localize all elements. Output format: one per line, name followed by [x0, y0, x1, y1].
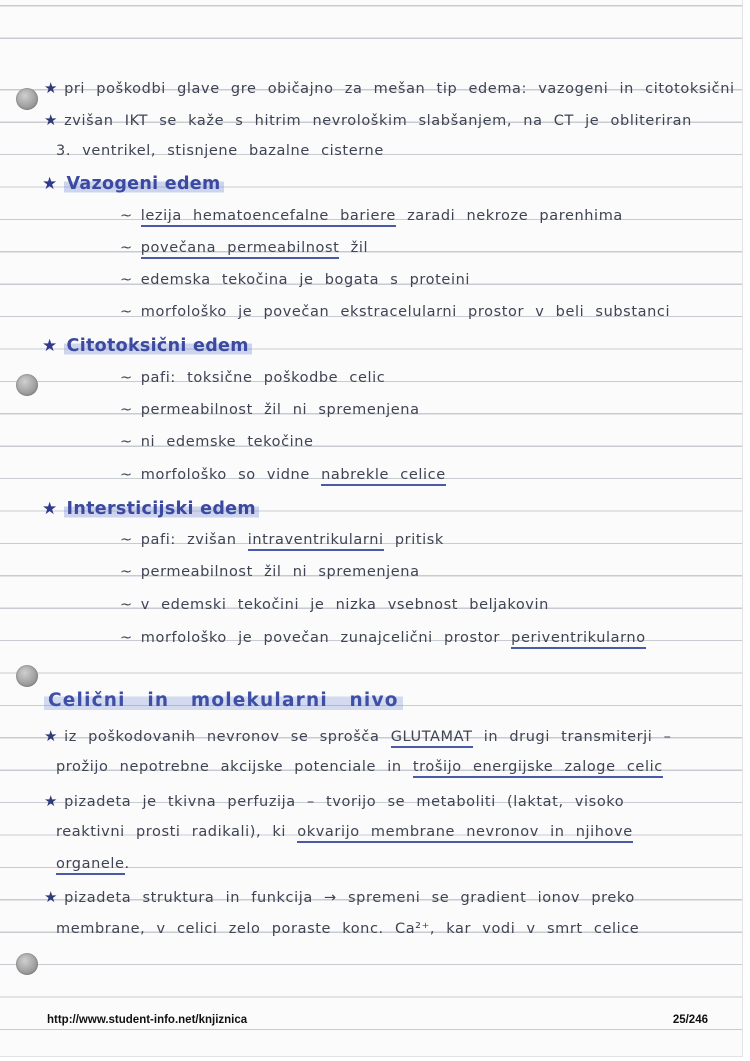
- section-title: Vazogeni edem: [64, 174, 224, 194]
- section-title: Citotoksični edem: [64, 336, 252, 356]
- tilde-bullet-icon: ~: [120, 304, 133, 320]
- binder-hole: [16, 953, 38, 975]
- tilde-bullet-icon: ~: [120, 564, 133, 580]
- note-line: [44, 888, 635, 906]
- star-bullet-icon: ★: [44, 79, 59, 97]
- section-heading: [42, 336, 252, 356]
- star-bullet-icon: ★: [44, 111, 59, 129]
- note-line: [120, 564, 420, 580]
- tilde-bullet-icon: ~: [120, 467, 133, 483]
- binder-hole: [16, 88, 38, 110]
- underlined-text: povečana permeabilnost: [141, 240, 340, 259]
- note-text: žil: [350, 240, 369, 256]
- note-text: in drugi transmiterji –: [483, 729, 672, 745]
- note-text: pizadeta struktura in funkcija → spremeni se gradient ionov preko: [64, 890, 635, 906]
- note-text: 3. ventrikel, stisnjene bazalne cisterne: [56, 143, 384, 159]
- tilde-bullet-icon: ~: [120, 532, 133, 548]
- underlined-text: organele: [56, 856, 125, 875]
- note-text: pafi: zvišan: [140, 532, 237, 548]
- note-line: [120, 240, 368, 256]
- note-line: [56, 824, 633, 840]
- section-heading: [42, 174, 224, 194]
- note-text: zaradi nekroze parenhima: [407, 208, 623, 224]
- binder-hole: [16, 374, 38, 396]
- star-bullet-icon: ★: [44, 727, 59, 745]
- underlined-text: intraventrikularni: [248, 532, 384, 551]
- binder-hole: [16, 665, 38, 687]
- note-text: ni edemske tekočine: [140, 434, 314, 450]
- tilde-bullet-icon: ~: [120, 370, 133, 386]
- note-line: [56, 856, 130, 872]
- section-title: Intersticijski edem: [64, 499, 259, 519]
- tilde-bullet-icon: ~: [120, 208, 133, 224]
- note-line: [44, 79, 735, 97]
- note-line: [120, 370, 385, 386]
- note-text: membrane, v celici zelo poraste konc. Ca²⁺, kar vodi v smrt celice: [56, 921, 640, 937]
- star-bullet-icon: ★: [44, 792, 59, 810]
- star-bullet-icon: ★: [42, 174, 58, 194]
- note-text: morfološko so vidne: [140, 467, 310, 483]
- tilde-bullet-icon: ~: [120, 240, 133, 256]
- underlined-text: trošijo energijske zaloge celic: [413, 759, 663, 778]
- note-line: [56, 921, 639, 937]
- note-text: morfološko je povečan zunajcelični prostor: [140, 630, 500, 646]
- page-number: 25/246: [672, 1014, 708, 1026]
- note-text: edemska tekočina je bogata s proteini: [140, 272, 470, 288]
- note-text: prožijo nepotrebne akcijske potenciale in: [56, 759, 402, 775]
- note-line: [56, 759, 663, 775]
- note-line: [44, 111, 692, 129]
- underlined-text: okvarijo membrane nevronov in njihove: [297, 824, 632, 843]
- note-line: [120, 532, 444, 548]
- note-line: [120, 208, 623, 224]
- note-text: permeabilnost žil ni spremenjena: [140, 402, 420, 418]
- note-text: pri poškodbi glave gre običajno za mešan tip edema: vazogeni in citotoksični: [64, 81, 735, 97]
- tilde-bullet-icon: ~: [120, 434, 133, 450]
- underlined-text: GLUTAMAT: [391, 729, 473, 748]
- tilde-bullet-icon: ~: [120, 272, 133, 288]
- tilde-bullet-icon: ~: [120, 630, 133, 646]
- note-text: zvišan IKT se kaže s hitrim nevrološkim slabšanjem, na CT je obliteriran: [64, 113, 692, 129]
- footer-url: http://www.student-info.net/knjiznica: [47, 1014, 248, 1026]
- note-line: [44, 792, 624, 810]
- note-text: v edemski tekočini je nizka vsebnost beljakovin: [140, 597, 549, 613]
- note-text: pafi: toksične poškodbe celic: [140, 370, 386, 386]
- underlined-text: lezija hematoencefalne bariere: [141, 208, 396, 227]
- section-heading: [42, 499, 259, 519]
- note-text: permeabilnost žil ni spremenjena: [140, 564, 420, 580]
- note-text: pritisk: [394, 532, 444, 548]
- section-title-cellular: Celični in molekularni nivo: [44, 690, 403, 711]
- note-line: [120, 467, 446, 483]
- star-bullet-icon: ★: [42, 336, 58, 356]
- note-text: pizadeta je tkivna perfuzija – tvorijo se metaboliti (laktat, visoko: [64, 794, 625, 810]
- star-bullet-icon: ★: [42, 499, 58, 519]
- note-line: [120, 597, 549, 613]
- note-text: .: [124, 856, 130, 872]
- note-text: morfološko je povečan ekstracelularni prostor v beli substanci: [140, 304, 671, 320]
- tilde-bullet-icon: ~: [120, 402, 133, 418]
- note-line: [120, 630, 646, 646]
- tilde-bullet-icon: ~: [120, 597, 133, 613]
- underlined-text: nabrekle celice: [321, 467, 446, 486]
- note-text: iz poškodovanih nevronov se sprošča: [64, 729, 380, 745]
- underlined-text: periventrikularno: [511, 630, 646, 649]
- note-line: [56, 143, 384, 159]
- note-line: [44, 727, 672, 745]
- note-line: [120, 402, 420, 418]
- note-text: reaktivni prosti radikali), ki: [56, 824, 287, 840]
- note-line: [120, 304, 670, 320]
- star-bullet-icon: ★: [44, 888, 59, 906]
- note-line: [120, 272, 470, 288]
- note-line: [120, 434, 314, 450]
